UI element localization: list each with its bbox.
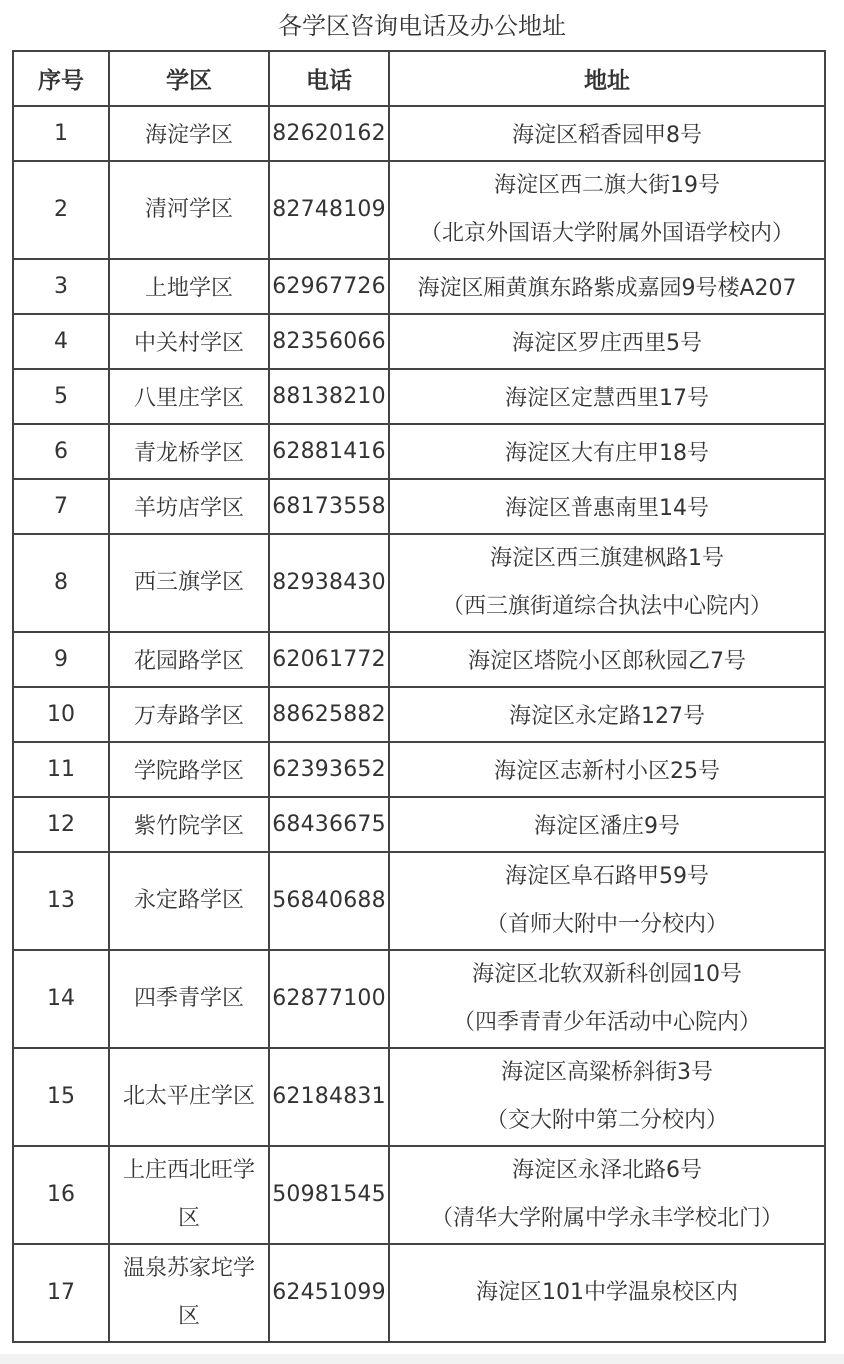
cell-district	[109, 259, 269, 314]
cell-address	[389, 534, 825, 632]
cell-phone: 62967726	[269, 259, 389, 314]
cell-district	[109, 1244, 269, 1342]
district-line: 青龙桥学区	[133, 441, 244, 466]
table-row	[13, 259, 825, 314]
district-contact-table	[12, 50, 826, 1343]
cell-index: 6	[13, 424, 109, 479]
cell-phone: 62184831	[269, 1048, 389, 1146]
cell-index: 2	[13, 161, 109, 259]
cell-address	[389, 369, 825, 424]
header-phone: 电话	[269, 51, 389, 106]
cell-district	[109, 424, 269, 479]
district-line: 中关村学区	[133, 331, 244, 356]
cell-index: 11	[13, 742, 109, 797]
table-row	[13, 632, 825, 687]
cell-phone: 62881416	[269, 424, 389, 479]
table-row	[13, 314, 825, 369]
cell-district	[109, 742, 269, 797]
district-line: 温泉苏家坨学	[122, 1256, 255, 1281]
cell-index: 1	[13, 106, 109, 161]
cell-district	[109, 1146, 269, 1244]
address-line: 海淀区101中学温泉校区内	[476, 1280, 738, 1305]
district-line: 万寿路学区	[133, 704, 244, 729]
table-row	[13, 479, 825, 534]
cell-address	[389, 424, 825, 479]
address-line: 海淀区稻香园甲8号	[512, 123, 702, 148]
table-row	[13, 369, 825, 424]
address-line: （首师大附中一分校内）	[485, 912, 728, 937]
cell-index: 13	[13, 852, 109, 950]
table-body	[13, 106, 825, 1342]
table-row	[13, 424, 825, 479]
district-line: 上庄西北旺学	[122, 1158, 255, 1183]
cell-district	[109, 369, 269, 424]
cell-index: 14	[13, 950, 109, 1048]
cell-district	[109, 632, 269, 687]
address-line: （清华大学附属中学永丰学校北门）	[430, 1206, 783, 1231]
cell-address	[389, 106, 825, 161]
address-line: （北京外国语大学附属外国语学校内）	[419, 221, 794, 246]
cell-phone: 82748109	[269, 161, 389, 259]
district-line: 四季青学区	[133, 986, 244, 1011]
cell-phone: 50981545	[269, 1146, 389, 1244]
address-line: 海淀区定慧西里17号	[505, 386, 709, 411]
address-line: 海淀区厢黄旗东路紫成嘉园9号楼A207	[417, 276, 797, 301]
cell-address	[389, 1146, 825, 1244]
address-line: 海淀区志新村小区25号	[494, 759, 720, 784]
cell-district	[109, 852, 269, 950]
cell-index: 15	[13, 1048, 109, 1146]
cell-index: 17	[13, 1244, 109, 1342]
cell-phone: 82356066	[269, 314, 389, 369]
cell-index: 3	[13, 259, 109, 314]
bottom-divider	[0, 1354, 844, 1364]
cell-index: 7	[13, 479, 109, 534]
cell-address	[389, 479, 825, 534]
address-line: 海淀区北软双新科创园10号	[472, 962, 742, 987]
address-line: 海淀区大有庄甲18号	[505, 441, 709, 466]
page-title: 各学区咨询电话及办公地址	[278, 12, 566, 40]
cell-district	[109, 106, 269, 161]
cell-address	[389, 161, 825, 259]
cell-index: 5	[13, 369, 109, 424]
table-row	[13, 742, 825, 797]
table-row	[13, 1244, 825, 1342]
table-row	[13, 161, 825, 259]
cell-phone: 88625882	[269, 687, 389, 742]
address-line: （西三旗街道综合执法中心院内）	[441, 594, 772, 619]
cell-index: 9	[13, 632, 109, 687]
table-row	[13, 687, 825, 742]
cell-address	[389, 797, 825, 852]
cell-district	[109, 161, 269, 259]
cell-address	[389, 742, 825, 797]
cell-index: 4	[13, 314, 109, 369]
district-line: 区	[177, 1304, 200, 1329]
cell-phone: 62451099	[269, 1244, 389, 1342]
cell-phone: 56840688	[269, 852, 389, 950]
table-row	[13, 1048, 825, 1146]
cell-phone: 68173558	[269, 479, 389, 534]
table-row	[13, 852, 825, 950]
table-row	[13, 797, 825, 852]
cell-phone: 88138210	[269, 369, 389, 424]
district-line: 羊坊店学区	[133, 496, 244, 521]
cell-phone: 62393652	[269, 742, 389, 797]
cell-address	[389, 1048, 825, 1146]
table-header-row	[13, 51, 825, 106]
district-line: 西三旗学区	[133, 570, 244, 595]
district-line: 永定路学区	[133, 888, 244, 913]
cell-address	[389, 314, 825, 369]
table-row	[13, 950, 825, 1048]
cell-district	[109, 1048, 269, 1146]
cell-address	[389, 950, 825, 1048]
cell-index: 16	[13, 1146, 109, 1244]
district-line: 花园路学区	[133, 649, 244, 674]
cell-district	[109, 950, 269, 1048]
district-line: 区	[177, 1206, 200, 1231]
cell-address	[389, 687, 825, 742]
district-line: 上地学区	[144, 276, 233, 301]
address-line: 海淀区潘庄9号	[534, 814, 680, 839]
address-line: 海淀区西三旗建枫路1号	[490, 546, 724, 571]
district-line: 八里庄学区	[133, 386, 244, 411]
cell-index: 8	[13, 534, 109, 632]
address-line: （四季青青少年活动中心院内）	[452, 1010, 761, 1035]
header-address: 地址	[389, 51, 825, 106]
cell-district	[109, 687, 269, 742]
cell-district	[109, 314, 269, 369]
cell-phone: 68436675	[269, 797, 389, 852]
cell-address	[389, 259, 825, 314]
cell-phone: 62061772	[269, 632, 389, 687]
district-line: 紫竹院学区	[133, 814, 244, 839]
address-line: 海淀区罗庄西里5号	[512, 331, 702, 356]
table-row	[13, 534, 825, 632]
address-line: 海淀区普惠南里14号	[505, 496, 709, 521]
address-line: （交大附中第二分校内）	[485, 1108, 728, 1133]
address-line: 海淀区塔院小区郎秋园乙7号	[468, 649, 746, 674]
cell-phone: 82938430	[269, 534, 389, 632]
cell-district	[109, 797, 269, 852]
address-line: 海淀区永定路127号	[509, 704, 705, 729]
cell-address	[389, 852, 825, 950]
cell-index: 10	[13, 687, 109, 742]
table-row	[13, 1146, 825, 1244]
cell-phone: 62877100	[269, 950, 389, 1048]
cell-index: 12	[13, 797, 109, 852]
header-district: 学区	[109, 51, 269, 106]
address-line: 海淀区西二旗大街19号	[494, 173, 720, 198]
cell-district	[109, 534, 269, 632]
district-line: 清河学区	[144, 197, 233, 222]
cell-address	[389, 1244, 825, 1342]
district-line: 学院路学区	[133, 759, 244, 784]
cell-address	[389, 632, 825, 687]
cell-phone: 82620162	[269, 106, 389, 161]
district-line: 海淀学区	[144, 123, 233, 148]
address-line: 海淀区阜石路甲59号	[505, 864, 709, 889]
address-line: 海淀区永泽北路6号	[512, 1158, 702, 1183]
header-index: 序号	[13, 51, 109, 106]
table-row	[13, 106, 825, 161]
address-line: 海淀区高粱桥斜街3号	[501, 1060, 713, 1085]
district-line: 北太平庄学区	[122, 1084, 255, 1109]
cell-district	[109, 479, 269, 534]
